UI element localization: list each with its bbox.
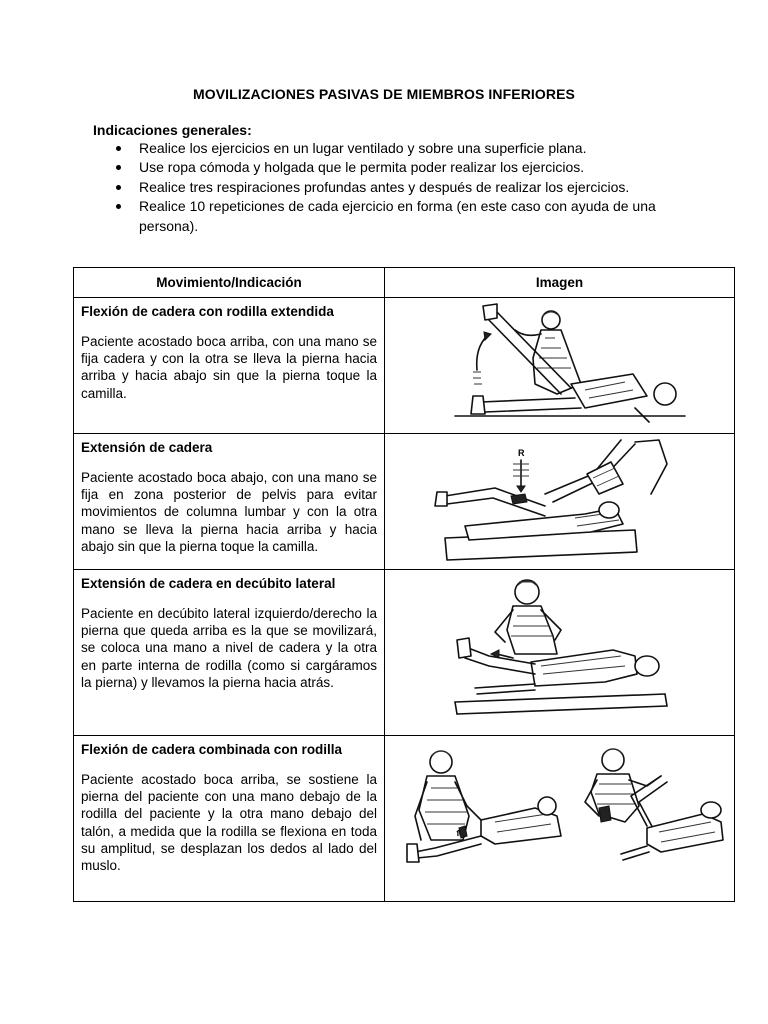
hip-extension-side-lying-illustration (385, 570, 733, 734)
page-title: MOVILIZACIONES PASIVAS DE MIEMBROS INFERIORES (192, 86, 575, 102)
header-movement: Movimiento/Indicación (74, 268, 385, 298)
exercise-description: Paciente acostado boca arriba, con una mano se fija cadera y con la otra se lleva la pierna hacia arriba y hacia abajo sin que la pierna toque la camilla. (81, 334, 377, 401)
exercise-description-cell (74, 736, 385, 902)
exercise-description: Paciente en decúbito lateral izquierdo/derecho la pierna que queda arriba es la que se movilizará, se coloca una mano a nivel de cadera y la otra en parte interna de rodilla (como si cargáramos la pierna) y llevamos la pierna hacia atrás. (81, 606, 377, 690)
exercises-table (73, 267, 735, 902)
table-row (74, 298, 735, 434)
exercise-description: Paciente acostado boca abajo, con una mano se fija en zona posterior de pelvis para evitar movimientos de columna lumbar y con la otra mano se lleva la pierna hacia arriba y hacia abajo sin que la pierna toque la camilla. (81, 470, 377, 554)
svg-text:⇑: ⇑ (455, 829, 462, 838)
exercise-description: Paciente acostado boca arriba, se sostiene la pierna del paciente con una mano debajo de la rodilla del paciente y la otra mano debajo del talón, a medida que la rodilla se flexiona en toda su amplitud, se desplazan los dedos al lado del muslo. (81, 772, 377, 874)
exercise-image-cell (385, 434, 735, 570)
list-item: Realice tres respiraciones profundas antes y después de realizar los ejercicios. (113, 178, 673, 197)
table-header-row (74, 268, 735, 298)
list-item: Use ropa cómoda y holgada que le permita poder realizar los ejercicios. (113, 158, 673, 177)
hip-flexion-straight-knee-illustration (385, 298, 733, 432)
exercise-description-cell (74, 298, 385, 434)
exercise-description-cell (74, 434, 385, 570)
list-item: Realice los ejercicios en un lugar ventilado y sobre una superficie plana. (113, 139, 673, 158)
exercise-image-cell (385, 298, 735, 434)
table-row (74, 570, 735, 736)
exercise-image-cell (385, 736, 735, 902)
exercise-name: Extensión de cadera en decúbito lateral (81, 576, 336, 591)
table-row (74, 736, 735, 902)
exercise-name: Flexión de cadera con rodilla extendida (81, 304, 334, 319)
exercise-name: Flexión de cadera combinada con rodilla (81, 742, 343, 757)
hip-extension-prone-illustration (385, 434, 733, 568)
hip-knee-flexion-sequence-illustration (385, 736, 733, 900)
exercise-name: Extensión de cadera (81, 440, 213, 455)
general-indications-heading: Indicaciones generales: (93, 122, 252, 138)
list-item: Realice 10 repeticiones de cada ejercicio en forma (en este caso con ayuda de una persona). (113, 197, 673, 236)
table-row (74, 434, 735, 570)
exercise-description-cell (74, 570, 385, 736)
general-indications-list (113, 139, 673, 236)
header-image: Imagen (385, 268, 735, 298)
exercise-image-cell (385, 570, 735, 736)
image-label: R (518, 448, 525, 458)
